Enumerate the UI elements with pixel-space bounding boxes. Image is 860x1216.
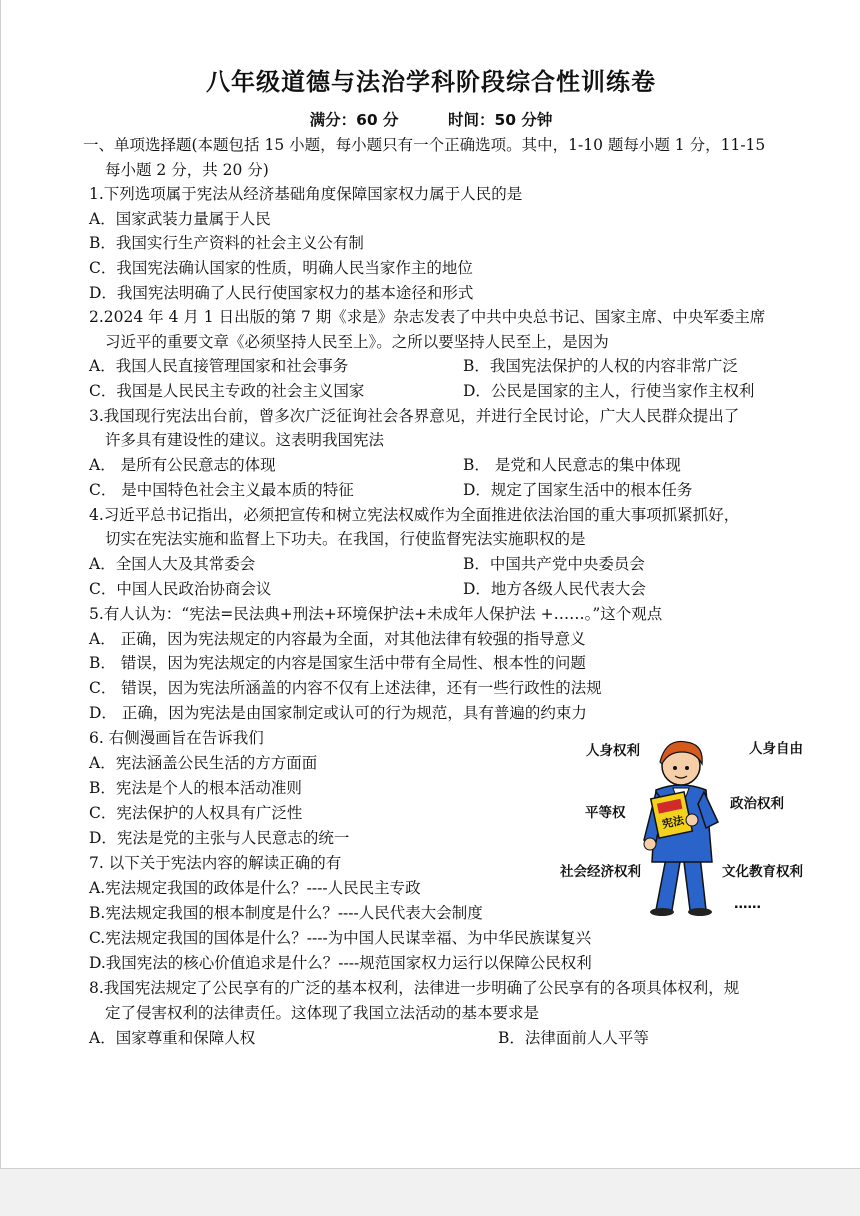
- section-heading: 一、单项选择题(本题包括 15 小题，每小题只有一个正确选项。其中，1-10 题每小题 1 分，11-15: [83, 136, 766, 154]
- q4-option-c: C．中国人民政治协商会议: [89, 580, 272, 598]
- exam-title: 八年级道德与法治学科阶段综合性训练卷: [206, 68, 656, 96]
- exam-meta: [1, 108, 860, 130]
- q4-option-d: D．地方各级人民代表大会: [463, 580, 646, 598]
- q3-option-d: D．规定了国家生活中的根本任务: [463, 481, 693, 499]
- q5-stem: 5.有人认为：“宪法=民法典+刑法+环境保护法+未成年人保护法 +……。”这个观点: [89, 605, 663, 623]
- q7-stem: 7. 以下关于宪法内容的解读正确的有: [89, 854, 342, 872]
- q1-option-a: A．国家武装力量属于人民: [89, 210, 271, 228]
- time-info: 时间：50 分钟: [447, 111, 553, 129]
- q2-option-a: A．我国人民直接管理国家和社会事务: [89, 357, 349, 375]
- q2-stem-cont: 习近平的重要文章《必须坚持人民至上》。之所以要坚持人民至上，是因为: [105, 333, 609, 351]
- label-personal-rights: 人身权利: [586, 743, 640, 759]
- q2-stem: 2.2024 年 4 月 1 日出版的第 7 期《求是》杂志发表了中共中央总书记、国家主席、中央军委主席: [89, 308, 766, 326]
- q8-stem: 8.我国宪法规定了公民享有的广泛的基本权利，法律进一步明确了公民享有的各项具体权利，规: [89, 979, 740, 997]
- q4-stem-cont: 切实在宪法实施和监督上下功夫。在我国，行使监督宪法实施职权的是: [105, 530, 586, 548]
- q7-option-c: C.宪法规定我国的国体是什么？----为中国人民谋幸福、为中华民族谋复兴: [89, 929, 592, 947]
- page-bottom-margin: [0, 1168, 860, 1216]
- q5-option-c: C． 错误，因为宪法所涵盖的内容不仅有上述法律，还有一些行政性的法规: [89, 679, 602, 697]
- q2-option-d: D．公民是国家的主人，行使当家作主权利: [463, 382, 755, 400]
- q4-option-a: A．全国人大及其常委会: [89, 555, 256, 573]
- q3-option-a: A． 是所有公民意志的体现: [89, 456, 276, 474]
- label-ellipsis: ……: [734, 896, 761, 912]
- constitution-cartoon: [556, 730, 826, 920]
- q6-option-b: B．宪法是个人的根本活动准则: [89, 779, 302, 797]
- q7-option-a: A.宪法规定我国的政体是什么？----人民民主专政: [89, 879, 421, 897]
- q2-option-c: C．我国是人民民主专政的社会主义国家: [89, 382, 365, 400]
- q1-option-c: C．我国宪法确认国家的性质，明确人民当家作主的地位: [89, 259, 473, 277]
- q5-option-d: D． 正确，因为宪法是由国家制定或认可的行为规范，具有普遍的约束力: [89, 704, 587, 722]
- q8-option-a: A．国家尊重和保障人权: [89, 1029, 256, 1047]
- q6-option-d: D．宪法是党的主张与人民意志的统一: [89, 829, 350, 847]
- label-personal-freedom: 人身自由: [749, 741, 803, 757]
- label-political-rights: 政治权利: [730, 796, 784, 812]
- constitution-book: [651, 792, 693, 838]
- q3-option-c: C． 是中国特色社会主义最本质的特征: [89, 481, 354, 499]
- q1-option-d: D．我国宪法明确了人民行使国家权力的基本途径和形式: [89, 284, 474, 302]
- q4-option-b: B．中国共产党中央委员会: [463, 555, 645, 573]
- q1-stem: 1.下列选项属于宪法从经济基础角度保障国家权力属于人民的是: [89, 185, 523, 203]
- q6-stem: 6. 右侧漫画旨在告诉我们: [89, 729, 264, 747]
- q7-option-b: B.宪法规定我国的根本制度是什么？----人民代表大会制度: [89, 904, 483, 922]
- q3-option-b: B． 是党和人民意志的集中体现: [463, 456, 681, 474]
- svg-text:宪法: 宪法: [660, 813, 686, 831]
- q8-option-b: B．法律面前人人平等: [498, 1029, 649, 1047]
- q6-option-a: A．宪法涵盖公民生活的方方面面: [89, 754, 318, 772]
- q3-stem: 3.我国现行宪法出台前，曾多次广泛征询社会各界意见，并进行全民讨论，广大人民群众提出了: [89, 407, 740, 425]
- q1-option-b: B．我国实行生产资料的社会主义公有制: [89, 234, 364, 252]
- q5-option-a: A． 正确，因为宪法规定的内容最为全面，对其他法律有较强的指导意义: [89, 630, 586, 648]
- q3-stem-cont: 许多具有建设性的建议。这表明我国宪法: [105, 431, 385, 449]
- q4-stem: 4.习近平总书记指出，必须把宣传和树立宪法权威作为全面推进依法治国的重大事项抓紧抓好，: [89, 506, 740, 524]
- label-cultural-education-rights: 文化教育权利: [722, 864, 803, 880]
- label-equality: 平等权: [585, 805, 626, 821]
- q5-option-b: B． 错误，因为宪法规定的内容是国家生活中带有全局性、根本性的问题: [89, 654, 586, 672]
- q2-option-b: B．我国宪法保护的人权的内容非常广泛: [463, 357, 738, 375]
- label-socioeconomic-rights: 社会经济权利: [560, 864, 641, 880]
- q7-option-d: D.我国宪法的核心价值追求是什么？----规范国家权力运行以保障公民权利: [89, 954, 592, 972]
- q8-stem-cont: 定了侵害权利的法律责任。这体现了我国立法活动的基本要求是: [105, 1004, 540, 1022]
- section-heading-cont: 每小题 2 分，共 20 分): [105, 161, 269, 179]
- score-info: 满分：60 分: [309, 111, 399, 129]
- q6-option-c: C．宪法保护的人权具有广泛性: [89, 804, 303, 822]
